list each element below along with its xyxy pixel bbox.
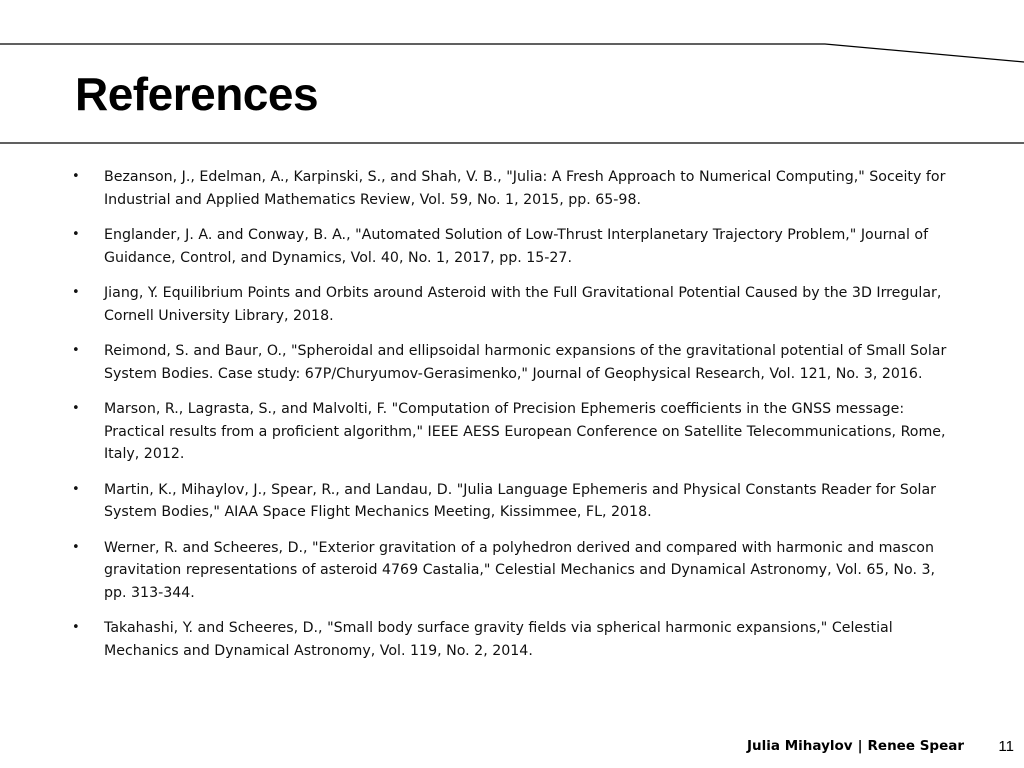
bullet-icon: • — [72, 481, 80, 497]
slide-title: References — [75, 68, 319, 120]
reference-text: Martin, K., Mihaylov, J., Spear, R., and Landau, D. "Julia Language Ephemeris and Physical Constants Reader for Solar System Bodies," AIAA Space Flight Mechanics Meeting, Kissimmee, FL, 2018. — [104, 481, 936, 520]
reference-text: Bezanson, J., Edelman, A., Karpinski, S., and Shah, V. B., "Julia: A Fresh Approach to Numerical Computing," Soceity for Industrial and Applied Mathematics Review, Vol. 59, No. 1, 2015, pp. 65-98. — [104, 169, 946, 208]
footer-authors — [747, 736, 964, 756]
author-name: Julia Mihaylov — [747, 738, 853, 754]
bullet-icon: • — [72, 401, 80, 416]
references-list — [72, 166, 962, 675]
bullet-icon: • — [72, 169, 80, 184]
reference-text: Marson, R., Lagrasta, S., and Malvolti, F. "Computation of Precision Ephemeris coefficients in the GNSS message: Practical results from a proficient algorithm," IEEE AESS European Conference on Satellite Telecommunications, Rome, Italy, 2012. — [104, 401, 946, 462]
reference-item — [72, 282, 962, 327]
bullet-icon: • — [72, 539, 80, 555]
bullet-icon: • — [72, 285, 80, 300]
author-name: Renee Spear — [867, 738, 964, 754]
page-number: 11 — [998, 738, 1014, 755]
reference-text: Reimond, S. and Baur, O., "Spheroidal and ellipsoidal harmonic expansions of the gravitational potential of Small Solar System Bodies. Case study: 67P/Churyumov-Gerasimenko," Journal of Geophysical Research, Vol. 121, No. 3, 2016. — [104, 343, 947, 382]
reference-item — [72, 166, 962, 211]
bullet-icon: • — [72, 343, 80, 358]
reference-text: Takahashi, Y. and Scheeres, D., "Small body surface gravity fields via spherical harmonic expansions," Celestial Mechanics and Dynamical Astronomy, Vol. 119, No. 2, 2014. — [104, 620, 893, 659]
reference-text: Werner, R. and Scheeres, D., "Exterior gravitation of a polyhedron derived and compared with harmonic and mascon gravitation representations of asteroid 4769 Castalia," Celestial Mechanics and Dynamical Astronomy, Vol. 65, No. 3, pp. 313-344. — [104, 539, 936, 601]
bullet-icon: • — [72, 227, 80, 242]
reference-item — [72, 479, 962, 524]
reference-item — [72, 617, 962, 662]
bullet-icon: • — [72, 620, 80, 635]
reference-item — [72, 340, 962, 385]
author-separator: | — [857, 738, 863, 754]
top-rule-slant-line — [825, 44, 1024, 62]
reference-text: Jiang, Y. Equilibrium Points and Orbits around Asteroid with the Full Gravitational Potential Caused by the 3D Irregular, Cornell University Library, 2018. — [104, 285, 942, 324]
reference-item — [72, 224, 962, 269]
reference-item — [72, 398, 962, 466]
reference-item — [72, 537, 962, 605]
reference-text: Englander, J. A. and Conway, B. A., "Automated Solution of Low-Thrust Interplanetary Trajectory Problem," Journal of Guidance, Control, and Dynamics, Vol. 40, No. 1, 2017, pp. 15-27. — [104, 227, 929, 266]
